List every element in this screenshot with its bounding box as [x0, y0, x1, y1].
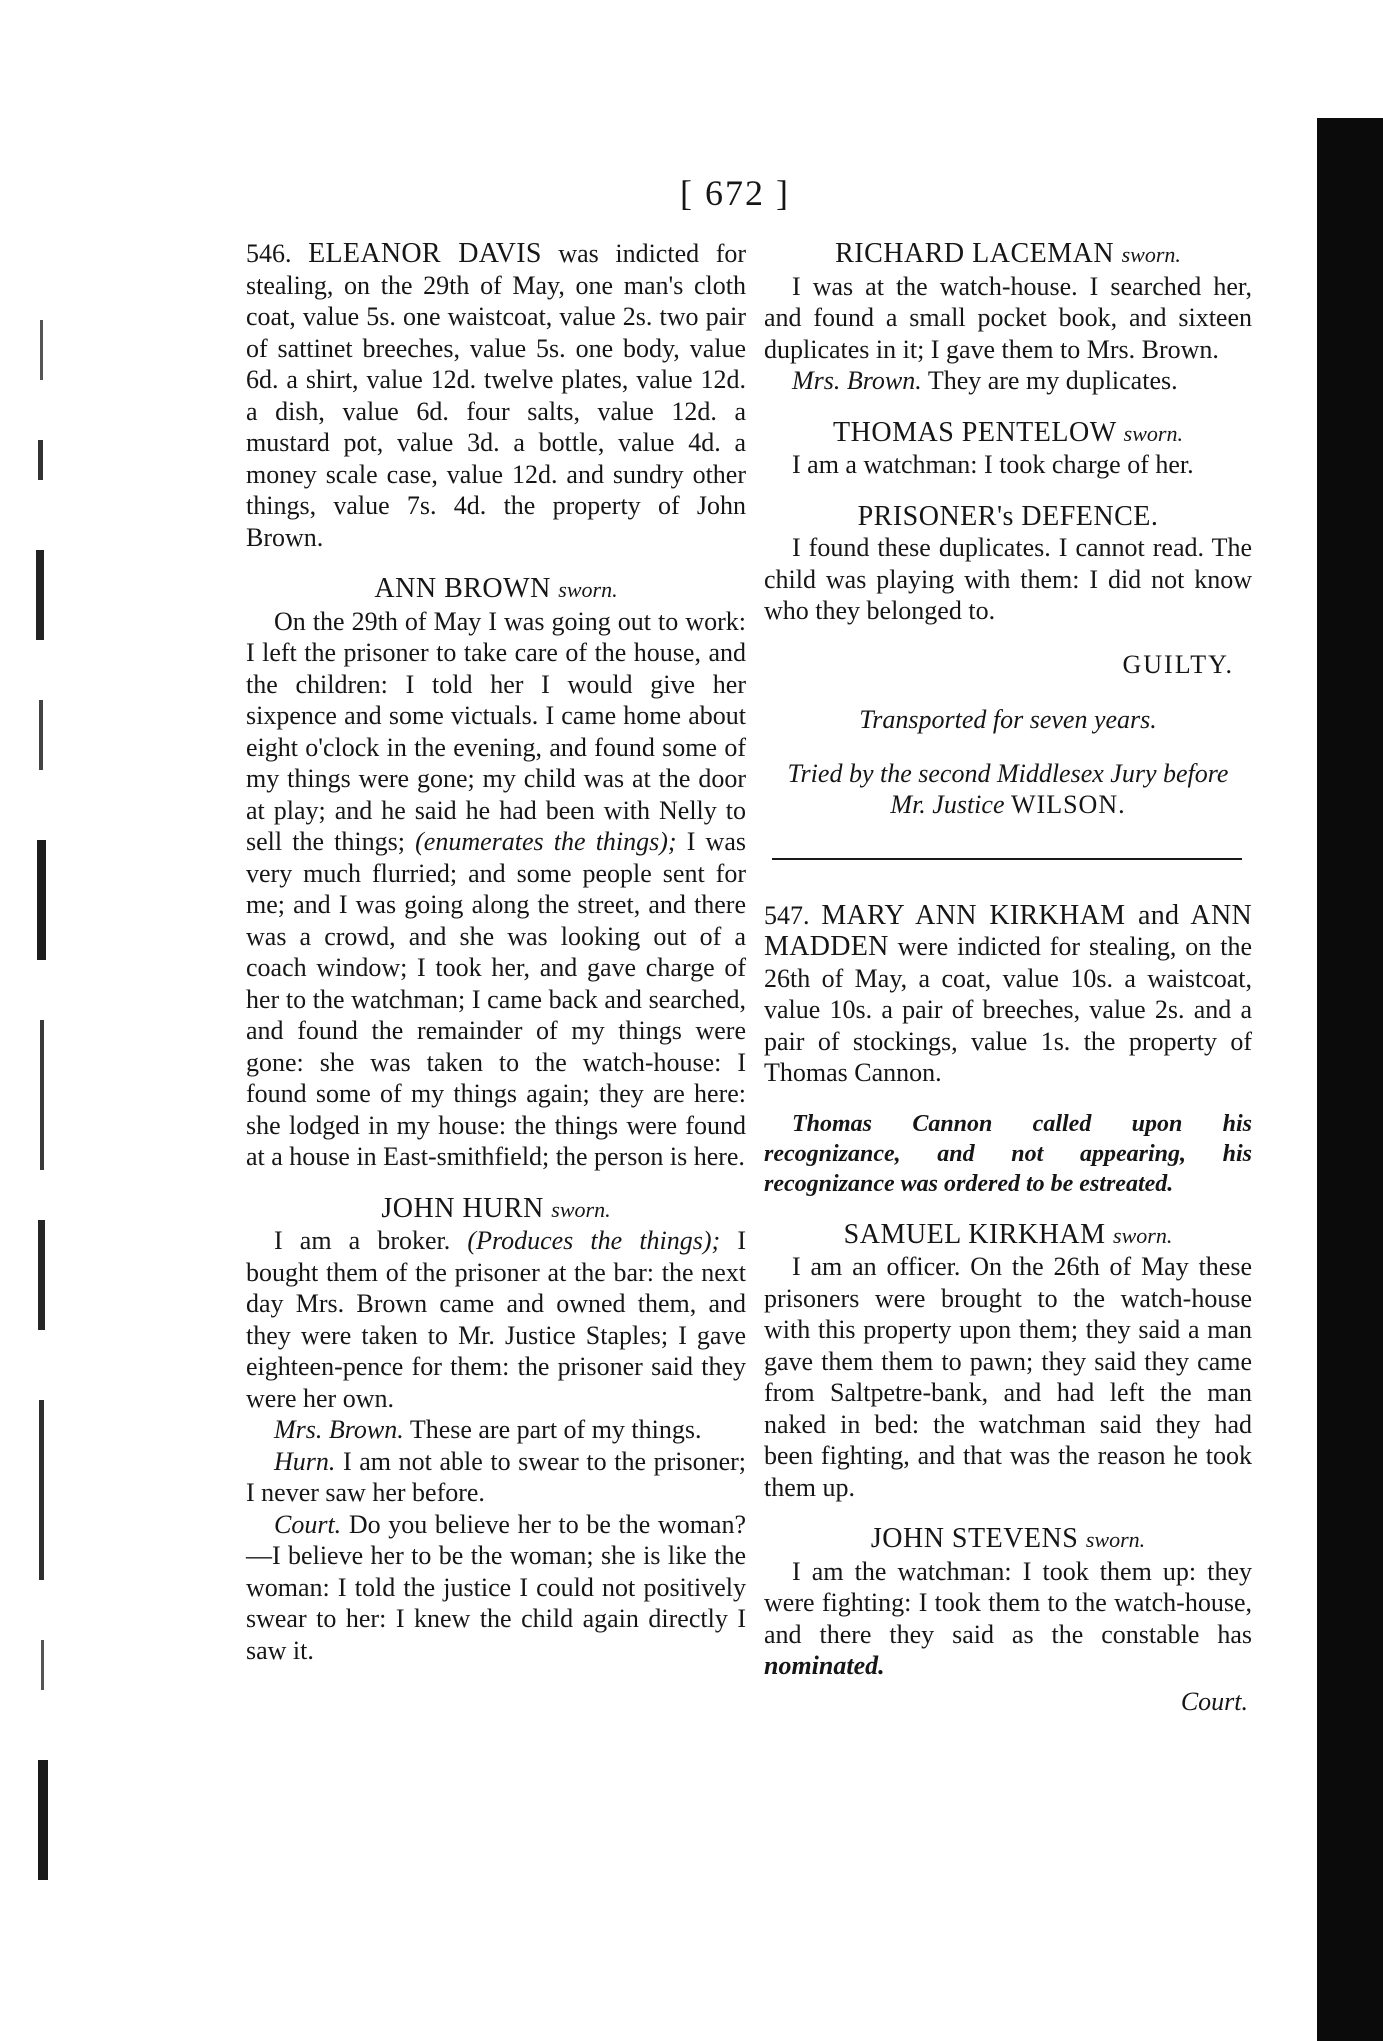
witness-heading: ANN BROWN sworn. [374, 573, 618, 604]
witness-testimony: I am an officer. On the 26th of May these prisoners were brought to the watch-house with this property upon them; they said a man gave them them to pawn; they said they came from Saltpetre-bank, and had left the man naked in bed: the watchman said they had been fighting, and that was the reason he took them up. [764, 1252, 1252, 1502]
page-edge-shadow [1317, 118, 1383, 2041]
case-546-indictment [246, 238, 746, 553]
section-divider [772, 858, 1242, 860]
witness-testimony: I am the watchman: I took them up: they were fighting: I took them to the watch-house, and there they said as the constable has nominated. [764, 1556, 1252, 1680]
witness-heading: JOHN STEVENS sworn. [870, 1523, 1146, 1554]
stage-direction: (Produces the things); [467, 1226, 721, 1255]
defendant-name: ELEANOR DAVIS [308, 238, 542, 269]
case-number: 547. [764, 900, 810, 930]
page-number: [ 672 ] [680, 173, 790, 213]
defence-heading: PRISONER's DEFENCE. [857, 500, 1159, 532]
witness-testimony: I am a broker. (Produces the things); I bought them of the prisoner at the bar: the next day Mrs. Brown came and owned them, and they were taken to Mr. Justice Staples; I gave eighteen-pence for them: the prisoner said they were her own. [246, 1226, 747, 1413]
indictment-text: was indicted for stealing, on the 29th of May, one man's cloth coat, value 5s. one waistcoat, value 2s. two pair of sattinet breeches, value 5s. one body, value 6d. a shirt, value 12d. twelve plates, value 12d. a dish, value 6d. four salts, value 12d. a mustard pot, value 3d. a bottle, value 4d. a money scale case, value 12d. and sundry other things, value 7s. 4d. the property of John Brown. [246, 239, 747, 552]
defendant-names: MARY ANN KIRKHAM and ANN MADDEN [764, 899, 1252, 962]
judge-name: WILSON. [1011, 789, 1126, 819]
sentence: Transported for seven years. [859, 705, 1157, 734]
left-column [246, 238, 746, 1666]
binding-shadow-strip [30, 320, 56, 1930]
right-column [764, 238, 1252, 1717]
witness-heading: SAMUEL KIRKHAM sworn. [843, 1218, 1173, 1250]
speaker-line: Mrs. Brown. They are my duplicates. [792, 366, 1178, 395]
witness-heading: RICHARD LACEMAN sworn. [835, 238, 1181, 269]
indictment-text: were indicted for stealing, on the 26th of May, a coat, value 10s. a waistcoat, value 10s. a pair of breeches, value 2s. and a pair of stockings, value 1s. the property of Thomas Cannon. [764, 932, 1253, 1087]
speaker-line: Hurn. I am not able to swear to the prisoner; I never saw her before. [246, 1446, 747, 1507]
witness-heading: JOHN HURN sworn. [381, 1192, 611, 1224]
witness-testimony: I am a watchman: I took charge of her. [792, 450, 1194, 479]
witness-testimony: On the 29th of May I was going out to work: I left the prisoner to take care of the house, and the children: I told her I would give her sixpence and some victuals. I came home about eight o'clock in the evening, and found some of my things were gone; my child was at the door at play; and he said he had been with Nelly to sell the things; (enumerates the things); I was very much flurried; and some people sent for me; and I was going along the street, and there was a crowd, and she was looking out of a coach window; I took her, and gave charge of her to the watchman; I came back and searched, and found the remainder of my things were gone: she was taken to the watch-house: I found some of my things again; they are here: she lodged in my house: the things were found at a house in East-smithfield; the person is here. [246, 606, 746, 1171]
case-number: 546. [246, 239, 292, 268]
speaker-line: Mrs. Brown. These are part of my things. [274, 1415, 702, 1444]
defence-text: I found these duplicates. I cannot read. The child was playing with them: I did not know who they belonged to. [764, 533, 1252, 625]
case-547-indictment [764, 900, 1252, 1089]
catchword: Court. [1180, 1686, 1248, 1716]
witness-heading: THOMAS PENTELOW sworn. [833, 416, 1183, 448]
speaker-line: Court. Do you believe her to be the woman?—I believe her to be the woman; she is like the woman: I told the justice I could not positively swear to her: I knew the child again directly I saw it. [246, 1509, 747, 1665]
stage-direction: (enumerates the things); [415, 827, 677, 856]
tried-by-note: Tried by the second Middlesex Jury before Mr. Justice WILSON. [787, 758, 1229, 819]
verdict: GUILTY. [1122, 649, 1234, 679]
witness-testimony: I was at the watch-house. I searched her, and found a small pocket book, and sixteen duplicates in it; I gave them to Mrs. Brown. [764, 271, 1252, 364]
recognizance-note: Thomas Cannon called upon his recognizance, and not appearing, his recognizance was ordered to be estreated. [764, 1110, 1252, 1197]
